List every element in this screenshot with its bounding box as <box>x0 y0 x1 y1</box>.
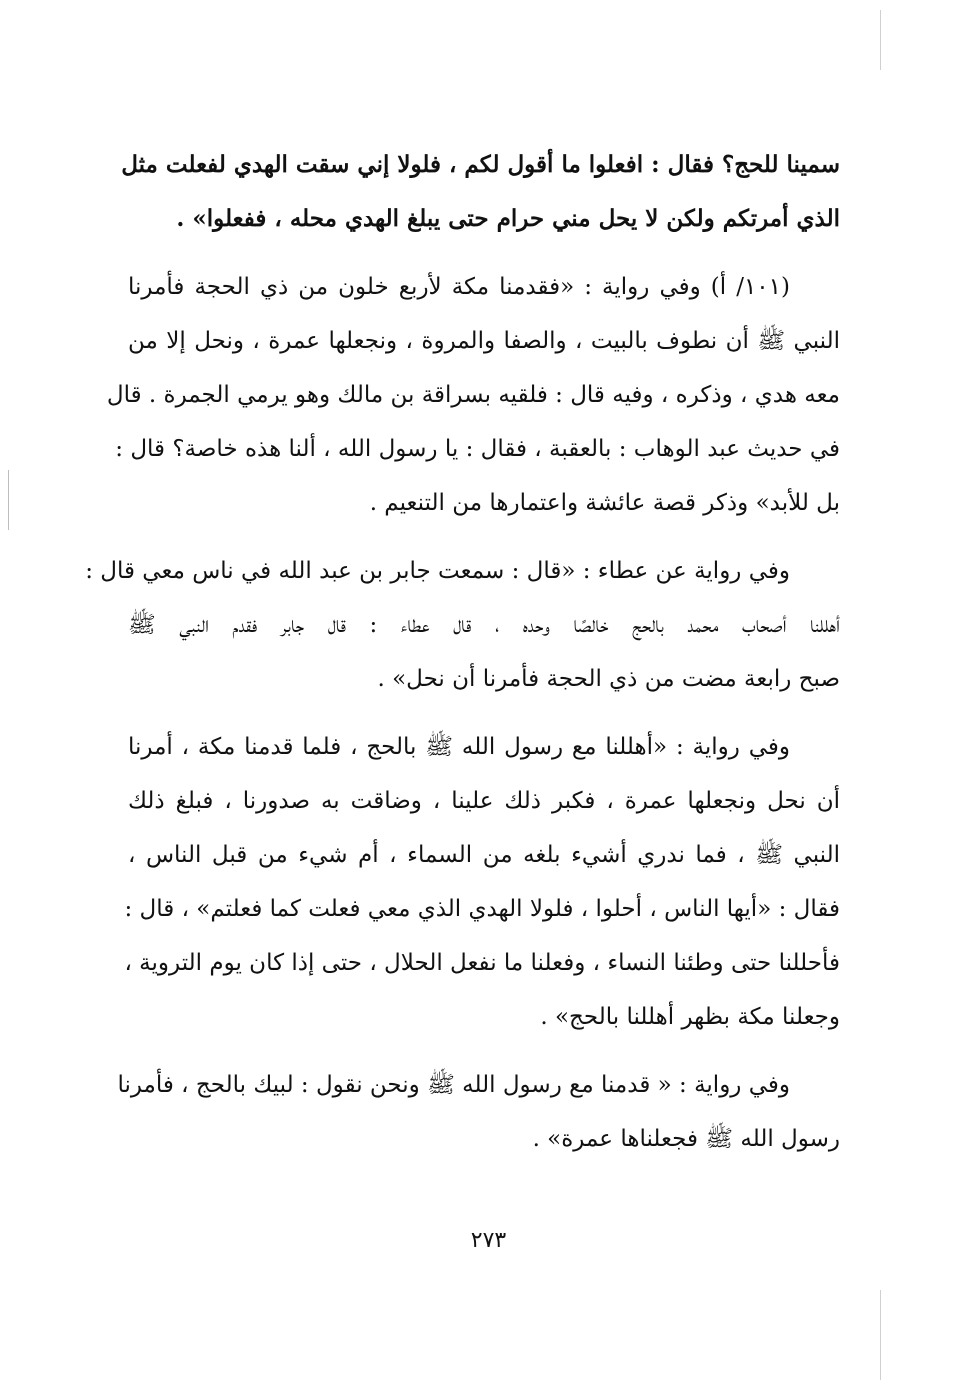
text-line: بل للأبد» وذكر قصة عائشة واعتمارها من التنعيم . <box>369 490 840 516</box>
text-line: أن نحل ونجعلها عمرة ، فكبر ذلك علينا ، وضاقت به صدورنا ، فبلغ ذلك <box>128 788 840 814</box>
text-line: النبي ﷺ ، فما ندري أشيء بلغه من السماء ، أم شيء من قبل الناس ، <box>128 842 840 868</box>
scan-edge-mark <box>880 10 881 70</box>
text-line: فقال : «أيها الناس ، أحلوا ، فلولا الهدي الذي معي فعلت كما فعلتم» ، قال : <box>124 896 840 922</box>
paragraph-gap <box>128 706 840 720</box>
text-line: (١٠١/ أ) وفي رواية : «فقدمنا مكة لأربع خلون من ذي الحجة فأمرنا <box>128 274 790 300</box>
text-line: وفي رواية : « قدمنا مع رسول الله ﷺ ونحن نقول : لبيك بالحج ، فأمرنا <box>117 1072 790 1098</box>
paragraph-gap <box>128 530 840 544</box>
text-line: في حديث عبد الوهاب : بالعقبة ، فقال : يا رسول الله ، ألنا هذه خاصة؟ قال : <box>115 436 840 462</box>
text-line: رسول الله ﷺ فجعلناها عمرة» . <box>532 1126 840 1152</box>
scan-edge-mark <box>880 1290 881 1380</box>
text-line: النبي ﷺ أن نطوف بالبيت ، والصفا والمروة ، ونجعلها عمرة ، ونحل إلا من <box>128 328 840 354</box>
paragraph-gap <box>128 246 840 260</box>
scan-edge-mark <box>8 470 9 530</box>
text-line: صبح رابعة مضت من ذي الحجة فأمرنا أن نحل» . <box>377 666 840 692</box>
text-line: وفي رواية عن عطاء : «قال : سمعت جابر بن عبد الله في ناس معي قال : <box>85 558 790 584</box>
page-number: ٢٧٣ <box>470 1228 507 1253</box>
text-line: الذي أمرتكم ولكن لا يحل مني حرام حتى يبلغ الهدي محله ، ففعلوا» . <box>176 205 840 232</box>
text-line: سمينا للحج؟ فقال : افعلوا ما أقول لكم ، فلولا إني سقت الهدي لفعلت مثل <box>121 151 840 178</box>
body-text <box>85 138 840 1166</box>
paragraph-gap <box>128 1044 840 1058</box>
text-line: وجعلنا مكة بظهر أهللنا بالحج» . <box>540 1004 840 1030</box>
text-line: معه هدي ، وذكره ، وفيه قال : فلقيه بسراقة بن مالك وهو يرمي الجمرة . قال <box>106 382 840 408</box>
text-line: فأحللنا حتى وطئنا النساء ، وفعلنا ما نفعل الحلال ، حتى إذا كان يوم التروية ، <box>124 950 840 976</box>
text-line: وفي رواية : «أهللنا مع رسول الله ﷺ بالحج ، فلما قدمنا مكة ، أمرنا <box>128 734 790 760</box>
text-line: أهللنا أصحاب محمد بالحج خالصًا وحده ، قال عطاء : قال جابر فقدم النبي ﷺ <box>128 612 840 638</box>
